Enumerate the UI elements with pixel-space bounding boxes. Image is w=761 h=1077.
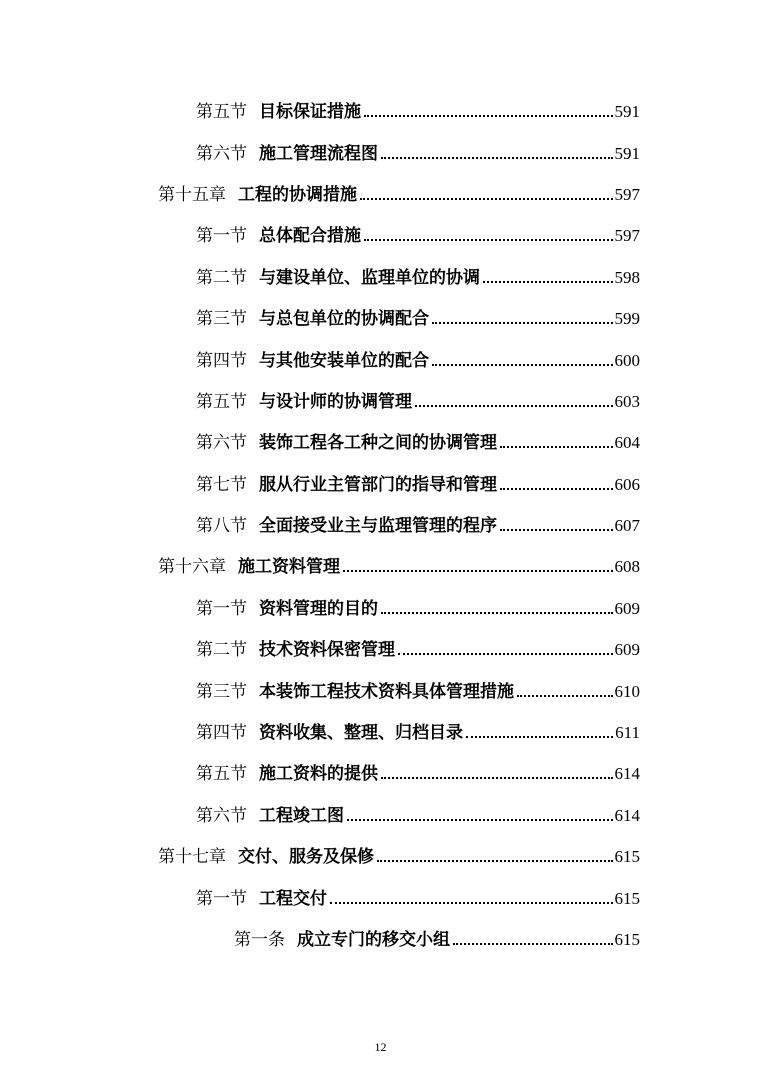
dot-leader: [500, 446, 613, 448]
dot-leader: [377, 860, 613, 862]
toc-entry[interactable]: [0, 255, 761, 296]
dot-leader: [415, 405, 613, 407]
toc-entry[interactable]: [0, 213, 761, 254]
toc-entry-label: 第二节: [196, 267, 247, 287]
toc-entry-label: 第六节: [196, 805, 247, 825]
toc-entry-page: 611: [615, 723, 640, 743]
toc-entry-page: 609: [614, 598, 640, 618]
toc-entry-label: 第一节: [196, 226, 247, 246]
toc-entry-title: 目标保证措施: [259, 102, 361, 123]
toc-entry-page: 591: [614, 143, 640, 163]
toc-article-entry[interactable]: [0, 917, 761, 958]
toc-entry-label: 第一节: [196, 598, 247, 618]
dot-leader: [398, 653, 613, 655]
dot-leader: [500, 488, 613, 490]
toc-entry-label: 第五节: [196, 102, 247, 122]
toc-entry[interactable]: [0, 875, 761, 916]
dot-leader: [364, 239, 613, 241]
toc-entry-title: 成立专门的移交小组: [297, 930, 450, 950]
toc-entry-page: 607: [614, 516, 640, 536]
toc-entry-title: 施工资料管理: [238, 557, 340, 578]
toc-entry-title: 与其他安装单位的配合: [259, 350, 429, 371]
dot-leader: [517, 695, 613, 697]
toc-entry[interactable]: [0, 379, 761, 420]
toc-entry-title: 资料收集、整理、归档目录: [259, 723, 463, 744]
toc-entry-page: 591: [614, 102, 640, 122]
toc-entry-page: 614: [614, 805, 640, 825]
toc-entry-title: 本装饰工程技术资料具体管理措施: [259, 681, 514, 702]
dot-leader: [381, 612, 613, 614]
toc-entry[interactable]: [0, 130, 761, 171]
toc-entry[interactable]: [0, 627, 761, 668]
toc-entry-title: 资料管理的目的: [259, 598, 378, 619]
toc-entry-title: 全面接受业主与监理管理的程序: [259, 516, 497, 537]
dot-leader: [381, 777, 613, 779]
toc-entry-title: 工程的协调措施: [238, 184, 357, 205]
toc-entry-page: 598: [614, 267, 640, 287]
page-number: 12: [374, 1040, 387, 1054]
toc-entry-page: 597: [614, 184, 640, 204]
dot-leader: [432, 322, 613, 324]
toc-entry-page: 610: [614, 681, 640, 701]
dot-leader: [347, 819, 613, 821]
toc-entry-label: 第三节: [196, 681, 247, 701]
toc-entry-label: 第三节: [196, 309, 247, 329]
table-of-contents: [0, 89, 761, 958]
toc-entry-label: 第四节: [196, 723, 247, 743]
toc-entry-title: 交付、服务及保修: [238, 847, 374, 868]
toc-entry-page: 615: [614, 847, 640, 867]
toc-entry-title: 与总包单位的协调配合: [259, 309, 429, 330]
toc-chapter-entry[interactable]: [0, 172, 761, 213]
dot-leader: [432, 364, 613, 366]
dot-leader: [330, 902, 613, 904]
toc-entry-page: 609: [614, 640, 640, 660]
toc-entry[interactable]: [0, 296, 761, 337]
toc-entry-label: 第五节: [196, 391, 247, 411]
dot-leader: [381, 157, 613, 159]
toc-entry[interactable]: [0, 337, 761, 378]
toc-entry-page: 614: [614, 764, 640, 784]
dot-leader: [453, 943, 613, 945]
toc-entry[interactable]: [0, 89, 761, 130]
toc-entry-title: 装饰工程各工种之间的协调管理: [259, 433, 497, 454]
toc-entry-title: 服从行业主管部门的指导和管理: [259, 474, 497, 495]
toc-entry[interactable]: [0, 751, 761, 792]
toc-entry-title: 与建设单位、监理单位的协调: [259, 267, 480, 288]
toc-entry-page: 599: [614, 309, 640, 329]
dot-leader: [343, 570, 613, 572]
toc-entry[interactable]: [0, 462, 761, 503]
toc-entry-title: 总体配合措施: [259, 226, 361, 247]
toc-entry-title: 工程竣工图: [259, 805, 344, 826]
toc-entry-page: 608: [614, 557, 640, 577]
toc-entry[interactable]: [0, 668, 761, 709]
toc-entry[interactable]: [0, 420, 761, 461]
toc-entry-label: 第十五章: [158, 184, 226, 204]
toc-entry-label: 第六节: [196, 143, 247, 163]
toc-entry-label: 第六节: [196, 433, 247, 453]
toc-entry-label: 第十六章: [158, 557, 226, 577]
toc-entry[interactable]: [0, 710, 761, 751]
toc-entry-page: 603: [614, 391, 640, 411]
toc-entry-title: 技术资料保密管理: [259, 640, 395, 661]
toc-entry-label: 第八节: [196, 516, 247, 536]
toc-entry-label: 第一条: [234, 930, 285, 949]
toc-chapter-entry[interactable]: [0, 834, 761, 875]
toc-entry-page: 615: [614, 930, 640, 949]
toc-entry-page: 606: [614, 474, 640, 494]
toc-entry-title: 施工资料的提供: [259, 764, 378, 785]
toc-entry[interactable]: [0, 586, 761, 627]
toc-entry-title: 与设计师的协调管理: [259, 391, 412, 412]
toc-entry-page: 604: [614, 433, 640, 453]
toc-entry-page: 600: [614, 350, 640, 370]
toc-entry-label: 第四节: [196, 350, 247, 370]
toc-entry-label: 第十七章: [158, 847, 226, 867]
toc-entry-page: 615: [614, 888, 640, 908]
toc-entry-label: 第一节: [196, 888, 247, 908]
toc-entry-label: 第七节: [196, 474, 247, 494]
toc-chapter-entry[interactable]: [0, 544, 761, 585]
toc-entry-page: 597: [614, 226, 640, 246]
toc-entry-label: 第五节: [196, 764, 247, 784]
toc-entry-title: 工程交付: [259, 888, 327, 909]
toc-entry-title: 施工管理流程图: [259, 143, 378, 164]
dot-leader: [483, 281, 613, 283]
dot-leader: [466, 736, 613, 738]
dot-leader: [364, 115, 613, 117]
dot-leader: [500, 529, 613, 531]
toc-entry-label: 第二节: [196, 640, 247, 660]
toc-entry[interactable]: [0, 793, 761, 834]
toc-entry[interactable]: [0, 503, 761, 544]
dot-leader: [360, 198, 613, 200]
